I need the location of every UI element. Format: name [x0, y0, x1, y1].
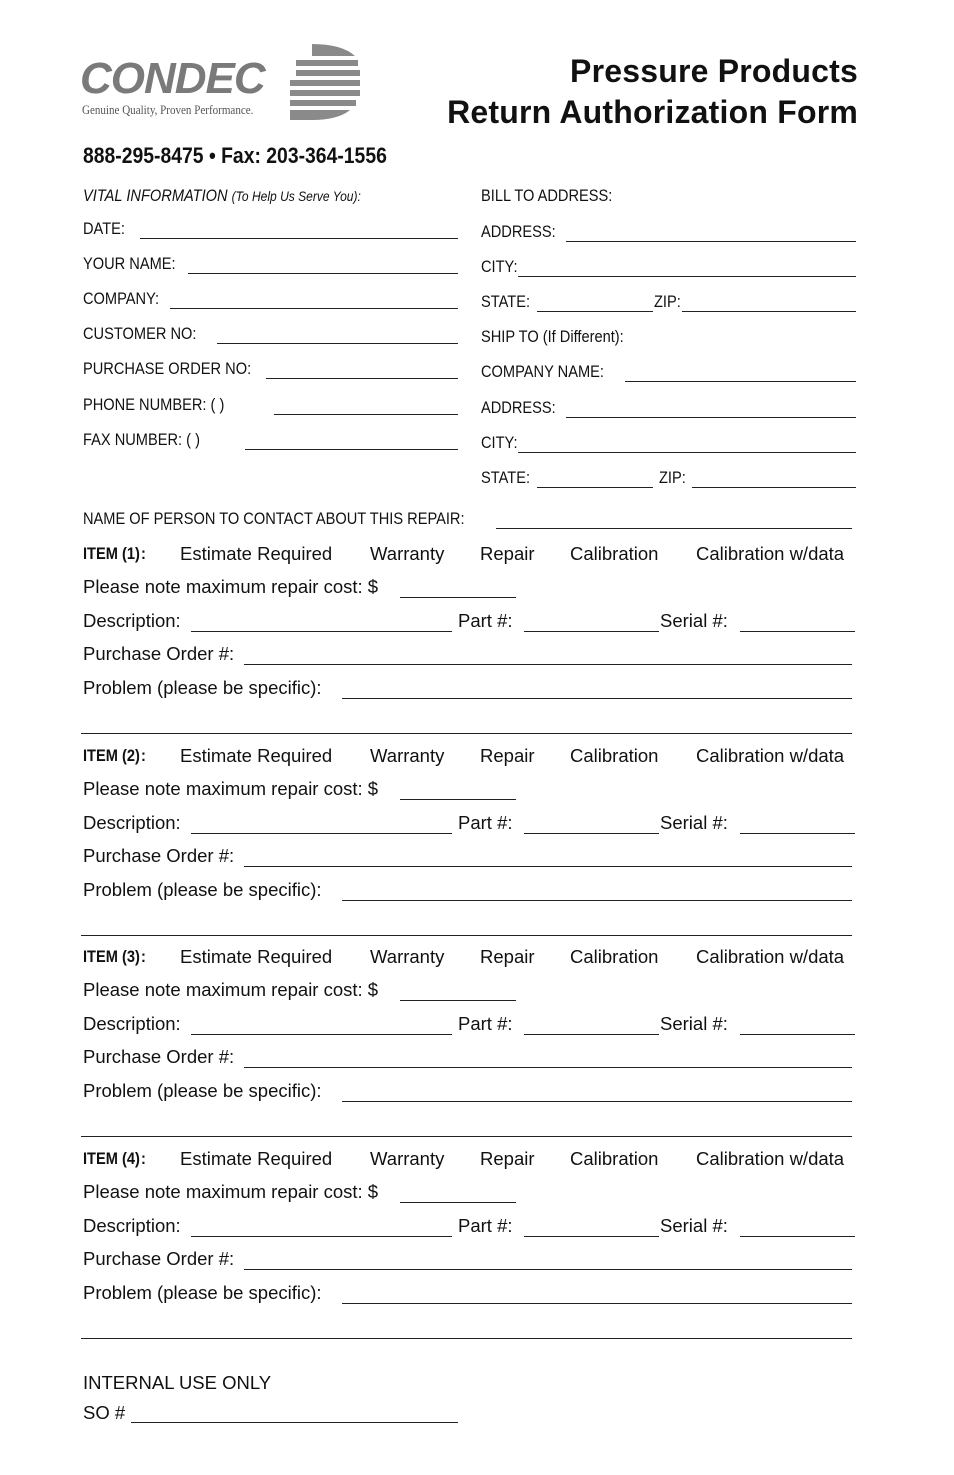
item-header-2 [83, 746, 147, 766]
logo-brand: CONDEC [80, 54, 265, 103]
ship-zip-field[interactable] [692, 487, 856, 488]
repair-option[interactable]: Repair [480, 543, 535, 564]
description-label: Description: [83, 1013, 181, 1034]
problem-field[interactable] [342, 1101, 852, 1102]
bill-state-label: STATE: [481, 292, 531, 311]
max-cost-label: Please note maximum repair cost: $ [83, 778, 379, 799]
max-cost-field[interactable] [400, 1202, 516, 1203]
warranty-option[interactable]: Warranty [370, 946, 445, 967]
ship-state-field[interactable] [537, 487, 653, 488]
part-number-field[interactable] [524, 1034, 659, 1035]
item-label-colon: : [141, 947, 146, 966]
part-number-label: Part #: [458, 610, 513, 631]
item-header-1 [83, 544, 147, 564]
repair-option[interactable]: Repair [480, 745, 535, 766]
bill-city-field[interactable] [518, 276, 856, 277]
warranty-option[interactable]: Warranty [370, 745, 445, 766]
problem-continuation-field[interactable] [81, 733, 852, 734]
problem-field[interactable] [342, 698, 852, 699]
warranty-option[interactable]: Warranty [370, 1148, 445, 1169]
calibration-with-data-option[interactable]: Calibration w/data [696, 946, 845, 967]
date-field[interactable] [140, 238, 458, 239]
serial-number-field[interactable] [740, 1034, 855, 1035]
description-field[interactable] [191, 1236, 452, 1237]
max-cost-field[interactable] [400, 597, 516, 598]
calibration-option[interactable]: Calibration [570, 946, 659, 967]
purchase-order-field[interactable] [244, 664, 852, 665]
bill-heading: BILL TO ADDRESS: [481, 186, 613, 205]
serial-number-field[interactable] [740, 833, 855, 834]
item-label-colon: : [141, 544, 146, 563]
purchase-order-label: Purchase Order #: [83, 1248, 235, 1269]
customer-no-label: CUSTOMER NO: [83, 324, 197, 343]
ship-state-label: STATE: [481, 468, 531, 487]
max-cost-label: Please note maximum repair cost: $ [83, 979, 379, 1000]
max-cost-field[interactable] [400, 799, 516, 800]
warranty-option[interactable]: Warranty [370, 543, 445, 564]
description-field[interactable] [191, 631, 452, 632]
part-number-label: Part #: [458, 1013, 513, 1034]
so-field[interactable] [131, 1422, 458, 1423]
description-label: Description: [83, 812, 181, 833]
item-label-colon: : [141, 746, 146, 765]
your-name-label: YOUR NAME: [83, 254, 176, 273]
po-no-field[interactable] [266, 378, 458, 379]
item-label: ITEM (2) [83, 746, 140, 765]
part-number-label: Part #: [458, 812, 513, 833]
phone-label: PHONE NUMBER: ( ) [83, 395, 225, 414]
problem-label: Problem (please be specific): [83, 879, 322, 900]
vital-heading-row [83, 186, 361, 206]
description-field[interactable] [191, 1034, 452, 1035]
serial-number-field[interactable] [740, 1236, 855, 1237]
contact-numbers: 888-295-8475 • Fax: 203-364-1556 [83, 143, 387, 168]
bill-zip-label: ZIP: [654, 292, 681, 311]
ship-address-label: ADDRESS: [481, 398, 556, 417]
estimate-required-option[interactable]: Estimate Required [180, 543, 333, 564]
ship-heading: SHIP TO (If Different): [481, 327, 624, 346]
calibration-with-data-option[interactable]: Calibration w/data [696, 745, 845, 766]
po-no-label: PURCHASE ORDER NO: [83, 359, 252, 378]
your-name-field[interactable] [188, 273, 458, 274]
title-line1: Pressure Products [570, 53, 858, 89]
problem-label: Problem (please be specific): [83, 1080, 322, 1101]
calibration-option[interactable]: Calibration [570, 1148, 659, 1169]
calibration-with-data-option[interactable]: Calibration w/data [696, 543, 845, 564]
company-label: COMPANY: [83, 289, 160, 308]
serial-number-label: Serial #: [660, 812, 728, 833]
description-field[interactable] [191, 833, 452, 834]
purchase-order-label: Purchase Order #: [83, 845, 235, 866]
repair-option[interactable]: Repair [480, 946, 535, 967]
purchase-order-field[interactable] [244, 866, 852, 867]
problem-label: Problem (please be specific): [83, 1282, 322, 1303]
serial-number-label: Serial #: [660, 610, 728, 631]
customer-no-field[interactable] [217, 343, 458, 344]
ship-company-field[interactable] [625, 381, 856, 382]
company-field[interactable] [170, 308, 458, 309]
item-label: ITEM (4) [83, 1149, 140, 1168]
part-number-field[interactable] [524, 1236, 659, 1237]
problem-continuation-field[interactable] [81, 1136, 852, 1137]
ship-address-field[interactable] [566, 417, 856, 418]
fax-field[interactable] [245, 449, 458, 450]
repair-option[interactable]: Repair [480, 1148, 535, 1169]
part-number-field[interactable] [524, 833, 659, 834]
bill-city-label: CITY: [481, 257, 518, 276]
purchase-order-field[interactable] [244, 1067, 852, 1068]
max-cost-label: Please note maximum repair cost: $ [83, 576, 379, 597]
max-cost-label: Please note maximum repair cost: $ [83, 1181, 379, 1202]
phone-field[interactable] [274, 414, 458, 415]
vital-heading: VITAL INFORMATION [83, 186, 228, 205]
logo-tagline: Genuine Quality, Proven Performance. [82, 102, 254, 117]
date-label: DATE: [83, 219, 125, 238]
contact-person-field[interactable] [496, 528, 852, 529]
calibration-with-data-option[interactable]: Calibration w/data [696, 1148, 845, 1169]
purchase-order-label: Purchase Order #: [83, 643, 235, 664]
bill-zip-field[interactable] [682, 311, 856, 312]
ship-city-field[interactable] [518, 452, 856, 453]
estimate-required-option[interactable]: Estimate Required [180, 1148, 333, 1169]
purchase-order-label: Purchase Order #: [83, 1046, 235, 1067]
ship-zip-label: ZIP: [659, 468, 686, 487]
contact-person-label: NAME OF PERSON TO CONTACT ABOUT THIS REPAIR: [83, 509, 465, 528]
item-label: ITEM (1) [83, 544, 140, 563]
serial-number-label: Serial #: [660, 1215, 728, 1236]
problem-field[interactable] [342, 1303, 852, 1304]
serial-number-field[interactable] [740, 631, 855, 632]
problem-continuation-field[interactable] [81, 1338, 852, 1339]
internal-heading: INTERNAL USE ONLY [83, 1372, 272, 1393]
bill-state-field[interactable] [537, 311, 653, 312]
calibration-option[interactable]: Calibration [570, 543, 659, 564]
ship-city-label: CITY: [481, 433, 518, 452]
title-line2: Return Authorization Form [447, 94, 858, 130]
description-label: Description: [83, 610, 181, 631]
calibration-option[interactable]: Calibration [570, 745, 659, 766]
item-header-4 [83, 1149, 147, 1169]
so-label: SO # [83, 1402, 126, 1423]
condec-logo [80, 44, 362, 124]
bill-address-field[interactable] [566, 241, 856, 242]
part-number-field[interactable] [524, 631, 659, 632]
description-label: Description: [83, 1215, 181, 1236]
estimate-required-option[interactable]: Estimate Required [180, 745, 333, 766]
vital-heading-note: (To Help Us Serve You): [231, 188, 361, 204]
ship-company-label: COMPANY NAME: [481, 362, 604, 381]
item-label: ITEM (3) [83, 947, 140, 966]
serial-number-label: Serial #: [660, 1013, 728, 1034]
problem-label: Problem (please be specific): [83, 677, 322, 698]
max-cost-field[interactable] [400, 1000, 516, 1001]
problem-field[interactable] [342, 900, 852, 901]
estimate-required-option[interactable]: Estimate Required [180, 946, 333, 967]
problem-continuation-field[interactable] [81, 935, 852, 936]
item-label-colon: : [141, 1149, 146, 1168]
item-header-3 [83, 947, 147, 967]
bill-address-label: ADDRESS: [481, 222, 556, 241]
fax-label: FAX NUMBER: ( ) [83, 430, 200, 449]
part-number-label: Part #: [458, 1215, 513, 1236]
purchase-order-field[interactable] [244, 1269, 852, 1270]
